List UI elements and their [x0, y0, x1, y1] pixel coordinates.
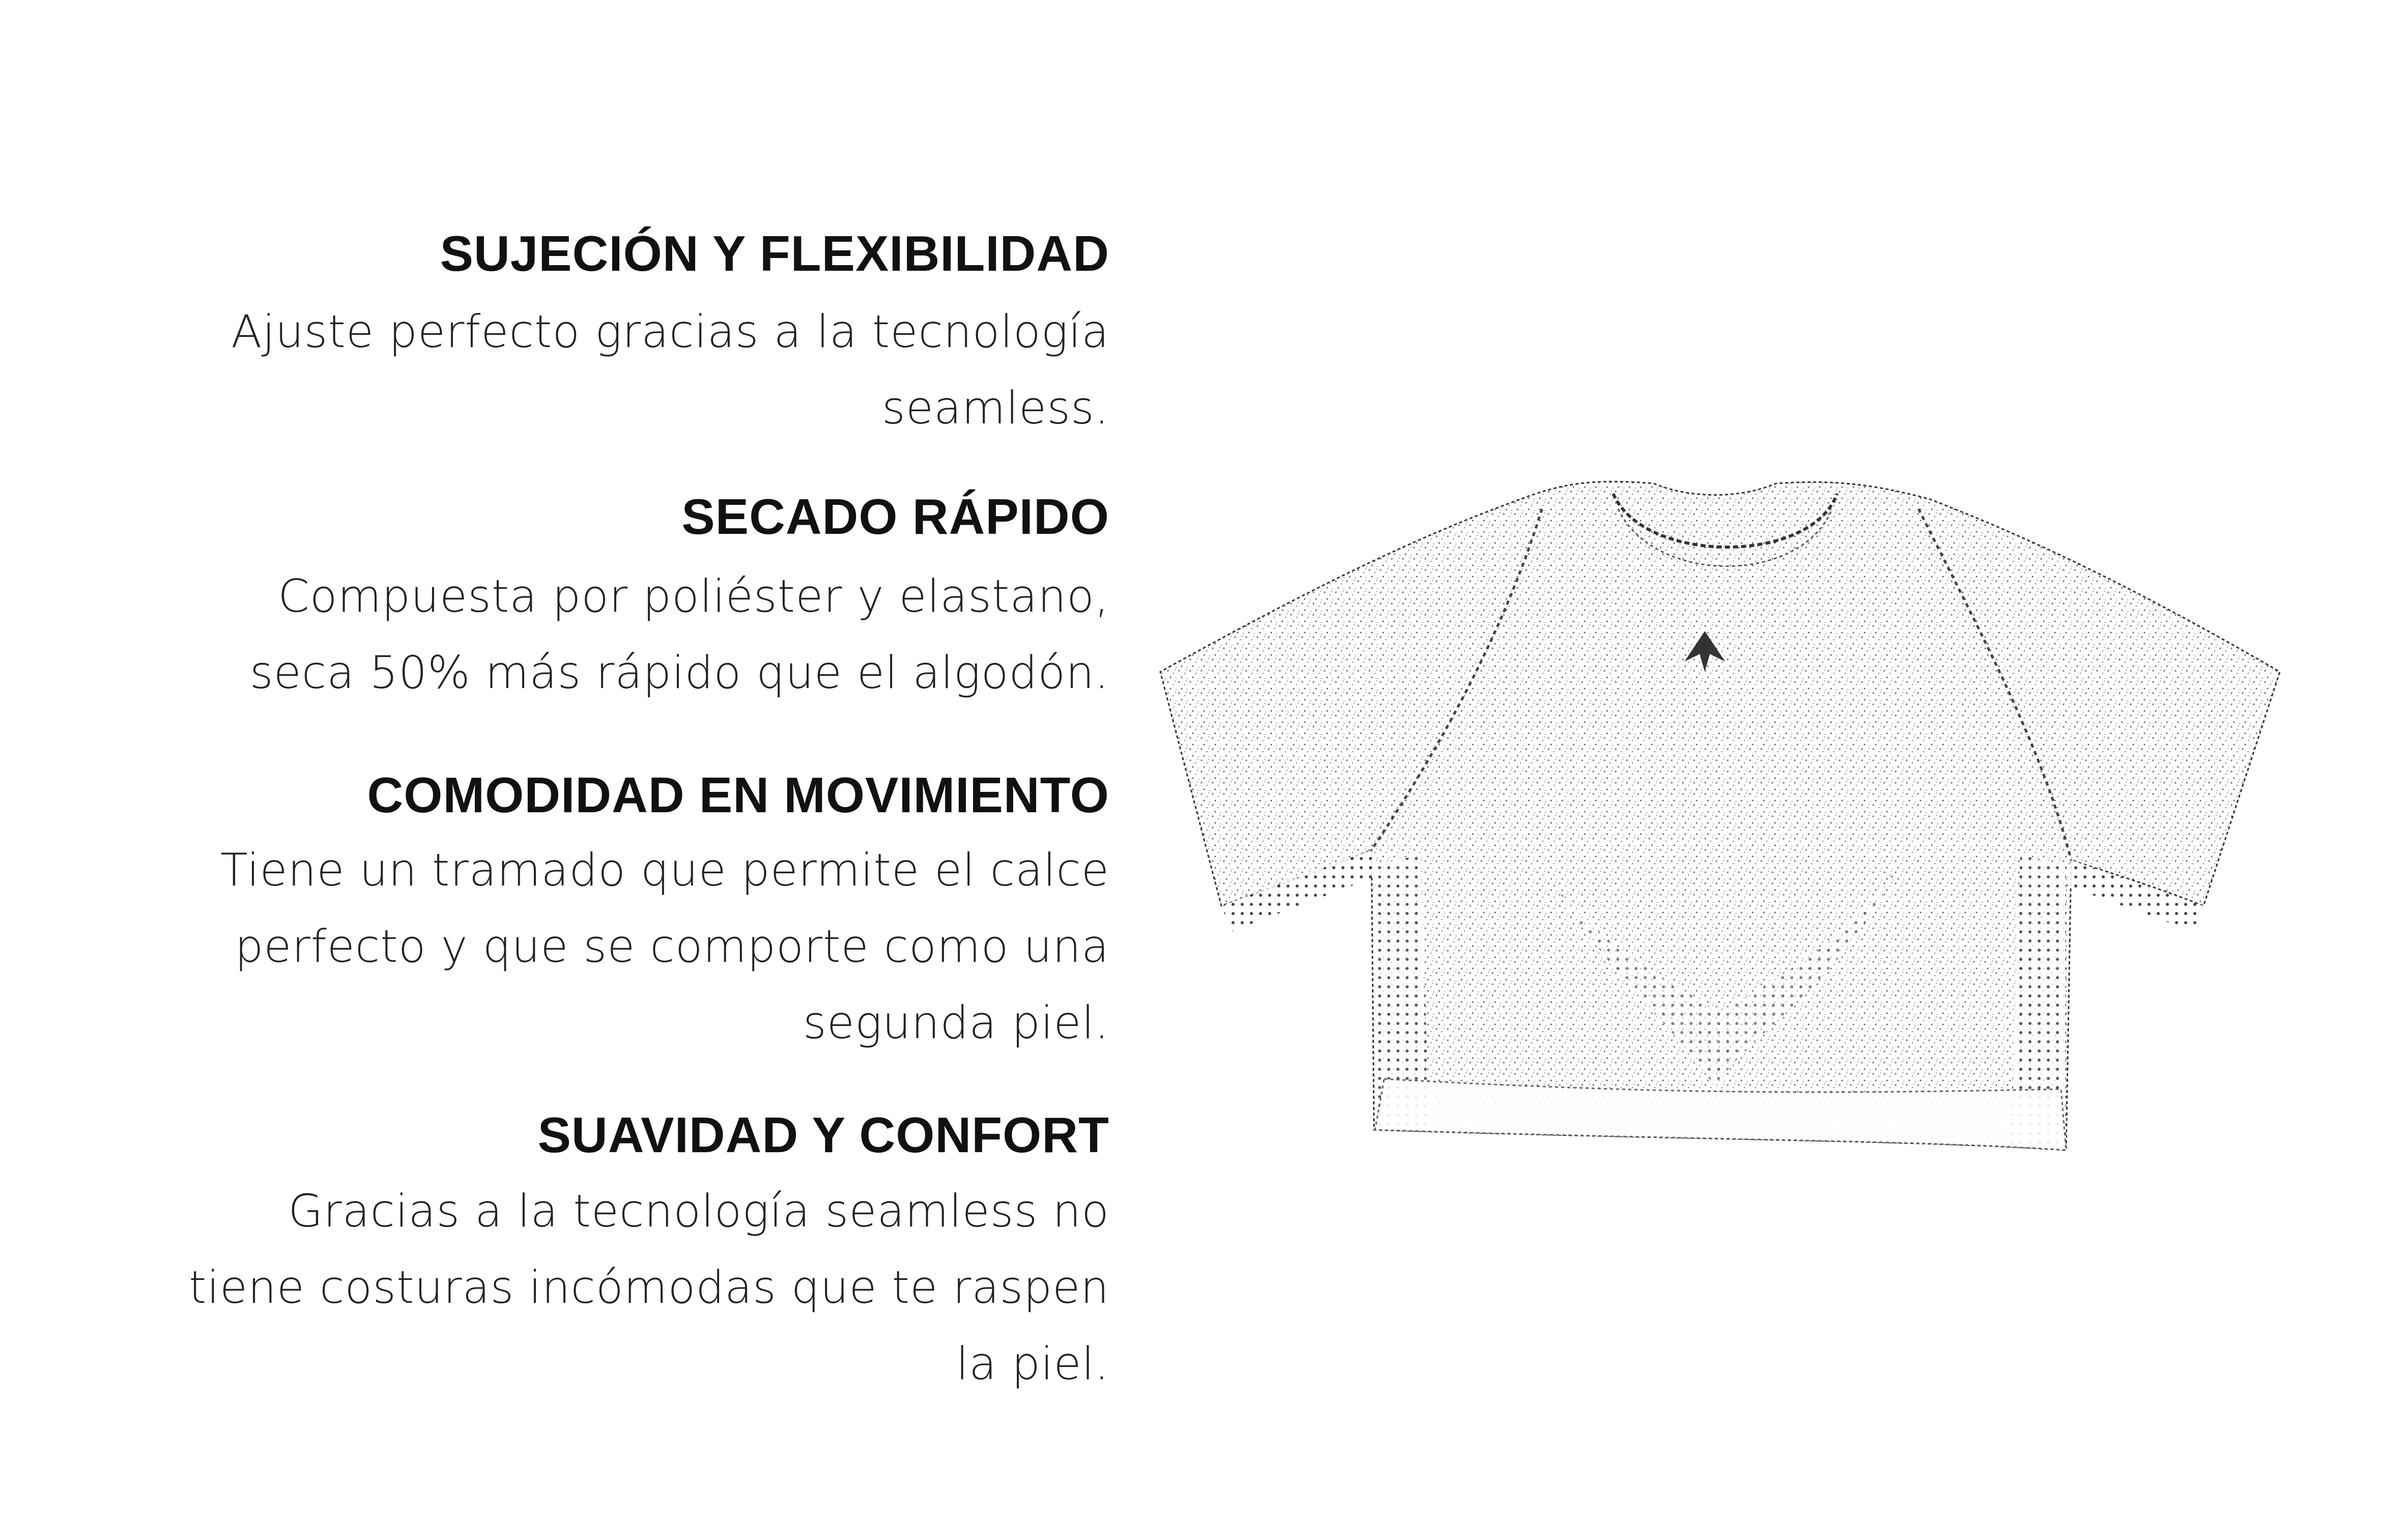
feature-text-secado-line-1: Compuesta por poliéster y elastano,	[278, 570, 1109, 622]
feature-text-comodidad-line-3: segunda piel.	[803, 996, 1109, 1049]
feature-text-suavidad-line-2: tiene costuras incómodas que te raspen	[189, 1261, 1109, 1314]
feature-title-sujecion: SUJECIÓN Y FLEXIBILIDAD	[440, 225, 1109, 281]
feature-text-suavidad-line-1: Gracias a la tecnología seamless no	[288, 1185, 1109, 1237]
feature-title-comodidad: COMODIDAD EN MOVIMIENTO	[367, 767, 1109, 823]
feature-title-secado: SECADO RÁPIDO	[681, 489, 1109, 545]
feature-text-sujecion-line-1: Ajuste perfecto gracias a la tecnología	[231, 305, 1109, 358]
feature-text-suavidad-line-3: la piel.	[956, 1337, 1109, 1390]
feature-title-suavidad: SUAVIDAD Y CONFORT	[537, 1107, 1109, 1163]
feature-text-comodidad-line-2: perfecto y que se comporte como una	[235, 920, 1109, 973]
product-image	[1155, 478, 2295, 1181]
crop-top-shirt-icon	[1155, 478, 2295, 1181]
feature-text-sujecion-line-2: seamless.	[882, 382, 1109, 434]
feature-text-secado-line-2: seca 50% más rápido que el algodón.	[249, 646, 1109, 699]
feature-text-comodidad-line-1: Tiene un tramado que permite el calce	[220, 844, 1109, 896]
